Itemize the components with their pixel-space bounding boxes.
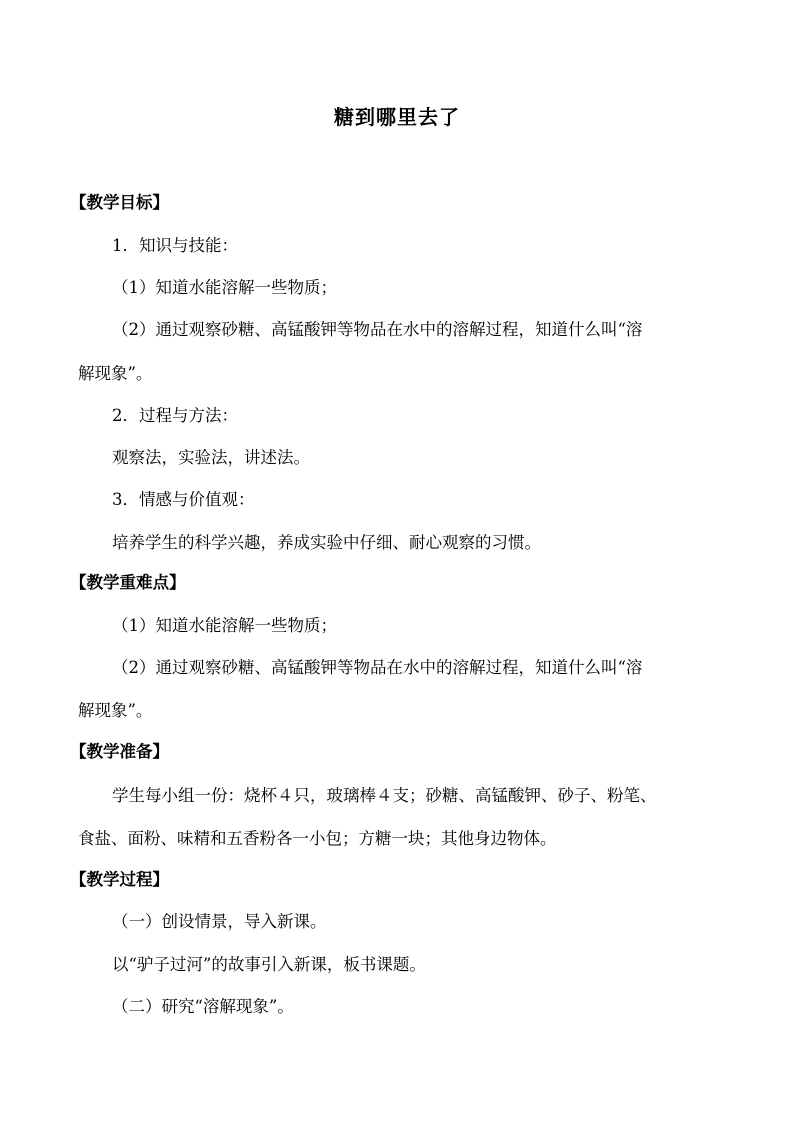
paragraph-line: 1．知识与技能： — [112, 236, 238, 255]
paragraph-line: （2）通过观察砂糖、高锰酸钾等物品在水中的溶解过程，知道什么叫“溶 — [112, 320, 643, 339]
paragraph-line: （一）创设情景，导入新课。 — [112, 912, 327, 931]
paragraph-line: 3．情感与价值观： — [112, 490, 255, 509]
document-title: 糖到哪里去了 — [334, 105, 460, 129]
section-heading-preparation: 【教学准备】 — [70, 742, 169, 761]
paragraph-line: （1）知道水能溶解一些物质； — [112, 278, 337, 297]
paragraph-line: （二）研究“溶解现象”。 — [112, 997, 294, 1016]
section-heading-objectives: 【教学目标】 — [70, 193, 169, 212]
section-heading-key-points: 【教学重难点】 — [70, 573, 186, 592]
paragraph-line: （2）通过观察砂糖、高锰酸钾等物品在水中的溶解过程，知道什么叫“溶 — [112, 658, 643, 677]
paragraph-line: 学生每小组一份：烧杯４只，玻璃棒４支；砂糖、高锰酸钾、砂子、粉笔、 — [112, 786, 657, 805]
paragraph-line: 观察法，实验法，讲述法。 — [112, 448, 310, 467]
paragraph-line: 培养学生的科学兴趣，养成实验中仔细、耐心观察的习惯。 — [112, 533, 541, 552]
paragraph-line: 以“驴子过河”的故事引入新课，板书课题。 — [112, 955, 426, 974]
paragraph-line: 食盐、面粉、味精和五香粉各一小包；方糖一块；其他身边物体。 — [78, 829, 557, 848]
paragraph-line: （1）知道水能溶解一些物质； — [112, 616, 337, 635]
paragraph-line: 解现象”。 — [78, 364, 153, 383]
paragraph-line: 2．过程与方法： — [112, 406, 238, 425]
paragraph-line: 解现象”。 — [78, 701, 153, 720]
section-heading-process: 【教学过程】 — [70, 870, 169, 889]
